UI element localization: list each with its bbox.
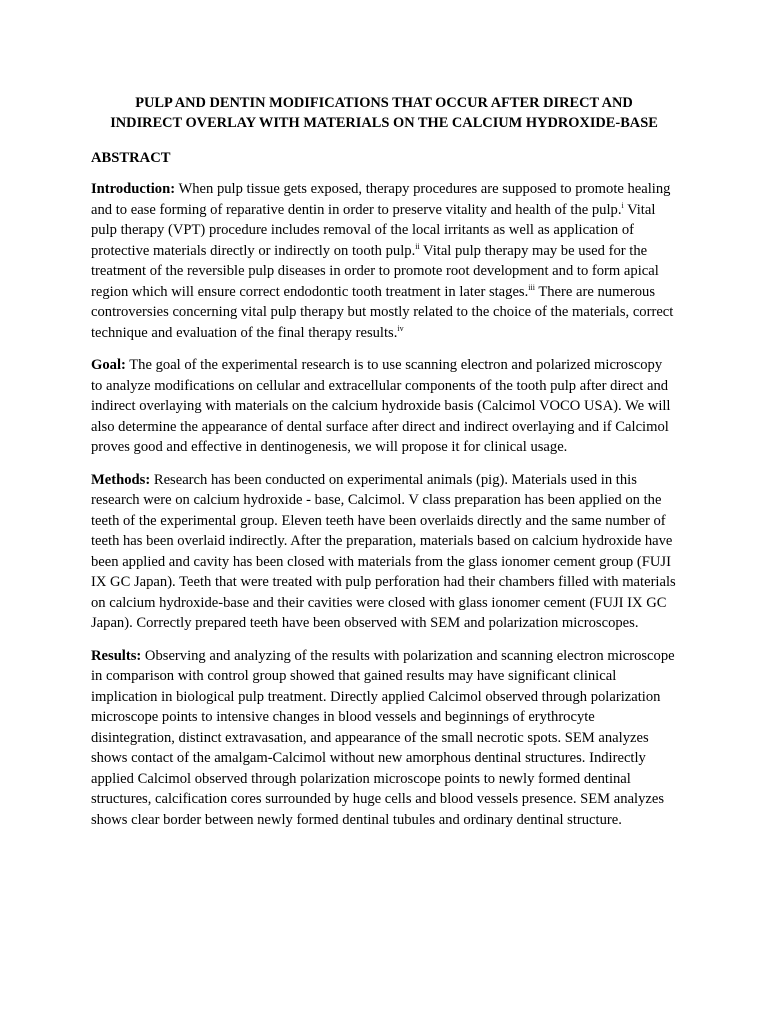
title-line-1: PULP AND DENTIN MODIFICATIONS THAT OCCUR AFTER DIRECT AND: [135, 95, 633, 111]
introduction-text-3: Vital pulp therapy may be used for the treatment of the reversible pulp diseases in order to promote root development and to form apical region which will ensure correct endodontic tooth treatment in later stages.: [91, 242, 659, 300]
introduction-text-4: There are numerous controversies concerning vital pulp therapy but mostly related to the choice of the materials, correct technique and evaluation of the final therapy results.: [91, 283, 674, 341]
goal-text: The goal of the experimental research is to use scanning electron and polarized microscopy to analyze modifications on cellular and extracellular components of the tooth pulp after direct and indirect overlaying with materials on the calcium hydroxide basis (Calcimol VOCO USA). We will also determine the appearance of dental surface after direct and indirect overlaying and if Calcimol proves good and effective in dentinogenesis, we will propose it for clinical usage.: [91, 357, 671, 455]
goal-label: Goal:: [91, 357, 126, 373]
footnote-ref-1: i: [621, 200, 624, 210]
introduction-label: Introduction:: [91, 181, 176, 197]
goal-paragraph: [91, 355, 677, 458]
results-text: Observing and analyzing of the results with polarization and scanning electron microscope in comparison with control group showed that gained results may have significant clinical implication in biological pulp treatment. Directly applied Calcimol observed through polarization microscope points to intensive changes in blood vessels and beginnings of erythrocyte disintegration, distinct extravasation, and appearance of the small necrotic spots. SEM analyzes shows contact of the amalgam-Calcimol without new amorphous dentinal structures. Indirectly applied Calcimol observed through polarization microscope points to newly formed dentinal structures, calcification cores surrounded by huge cells and blood vessels presence. SEM analyzes shows clear border between newly formed dentinal tubules and ordinary dentinal structure.: [91, 647, 675, 828]
footnote-ref-3: iii: [528, 282, 535, 292]
results-label: Results:: [91, 647, 142, 664]
abstract-heading: ABSTRACT: [91, 150, 171, 166]
footnote-ref-2: ii: [415, 241, 420, 251]
methods-label: Methods:: [91, 471, 151, 488]
title-line-2: INDIRECT OVERLAY WITH MATERIALS ON THE CALCIUM HYDROXIDE-BASE: [110, 115, 658, 131]
footnote-ref-4: iv: [397, 323, 404, 333]
introduction-text-2: Vital pulp therapy (VPT) procedure includes removal of the local irritants as well as application of protective materials directly or indirectly on tooth pulp.: [91, 201, 656, 259]
introduction-text-1: When pulp tissue gets exposed, therapy procedures are supposed to promote healing and to ease forming of reparative dentin in order to preserve vitality and health of the pulp.: [91, 181, 671, 218]
document-title: [91, 93, 677, 133]
methods-paragraph: [91, 470, 677, 634]
introduction-paragraph: [91, 179, 677, 343]
methods-text: Research has been conducted on experimental animals (pig). Materials used in this research were on calcium hydroxide - base, Calcimol. V class preparation has been applied on the teeth of the experimental group. Eleven teeth have been overlaids directly and the same number of teeth has been overlaid indirectly. After the preparation, materials based on calcium hydroxide have been applied and cavity has been closed with materials from the glass ionomer cement group (FUJI IX GC Japan). Teeth that were treated with pulp perforation had their chambers filled with materials on calcium hydroxide-base and their cavities were closed with glass ionomer cement (FUJI IX GC Japan). Correctly prepared teeth have been observed with SEM and polarization microscopes.: [91, 471, 676, 631]
results-paragraph: [91, 646, 677, 831]
